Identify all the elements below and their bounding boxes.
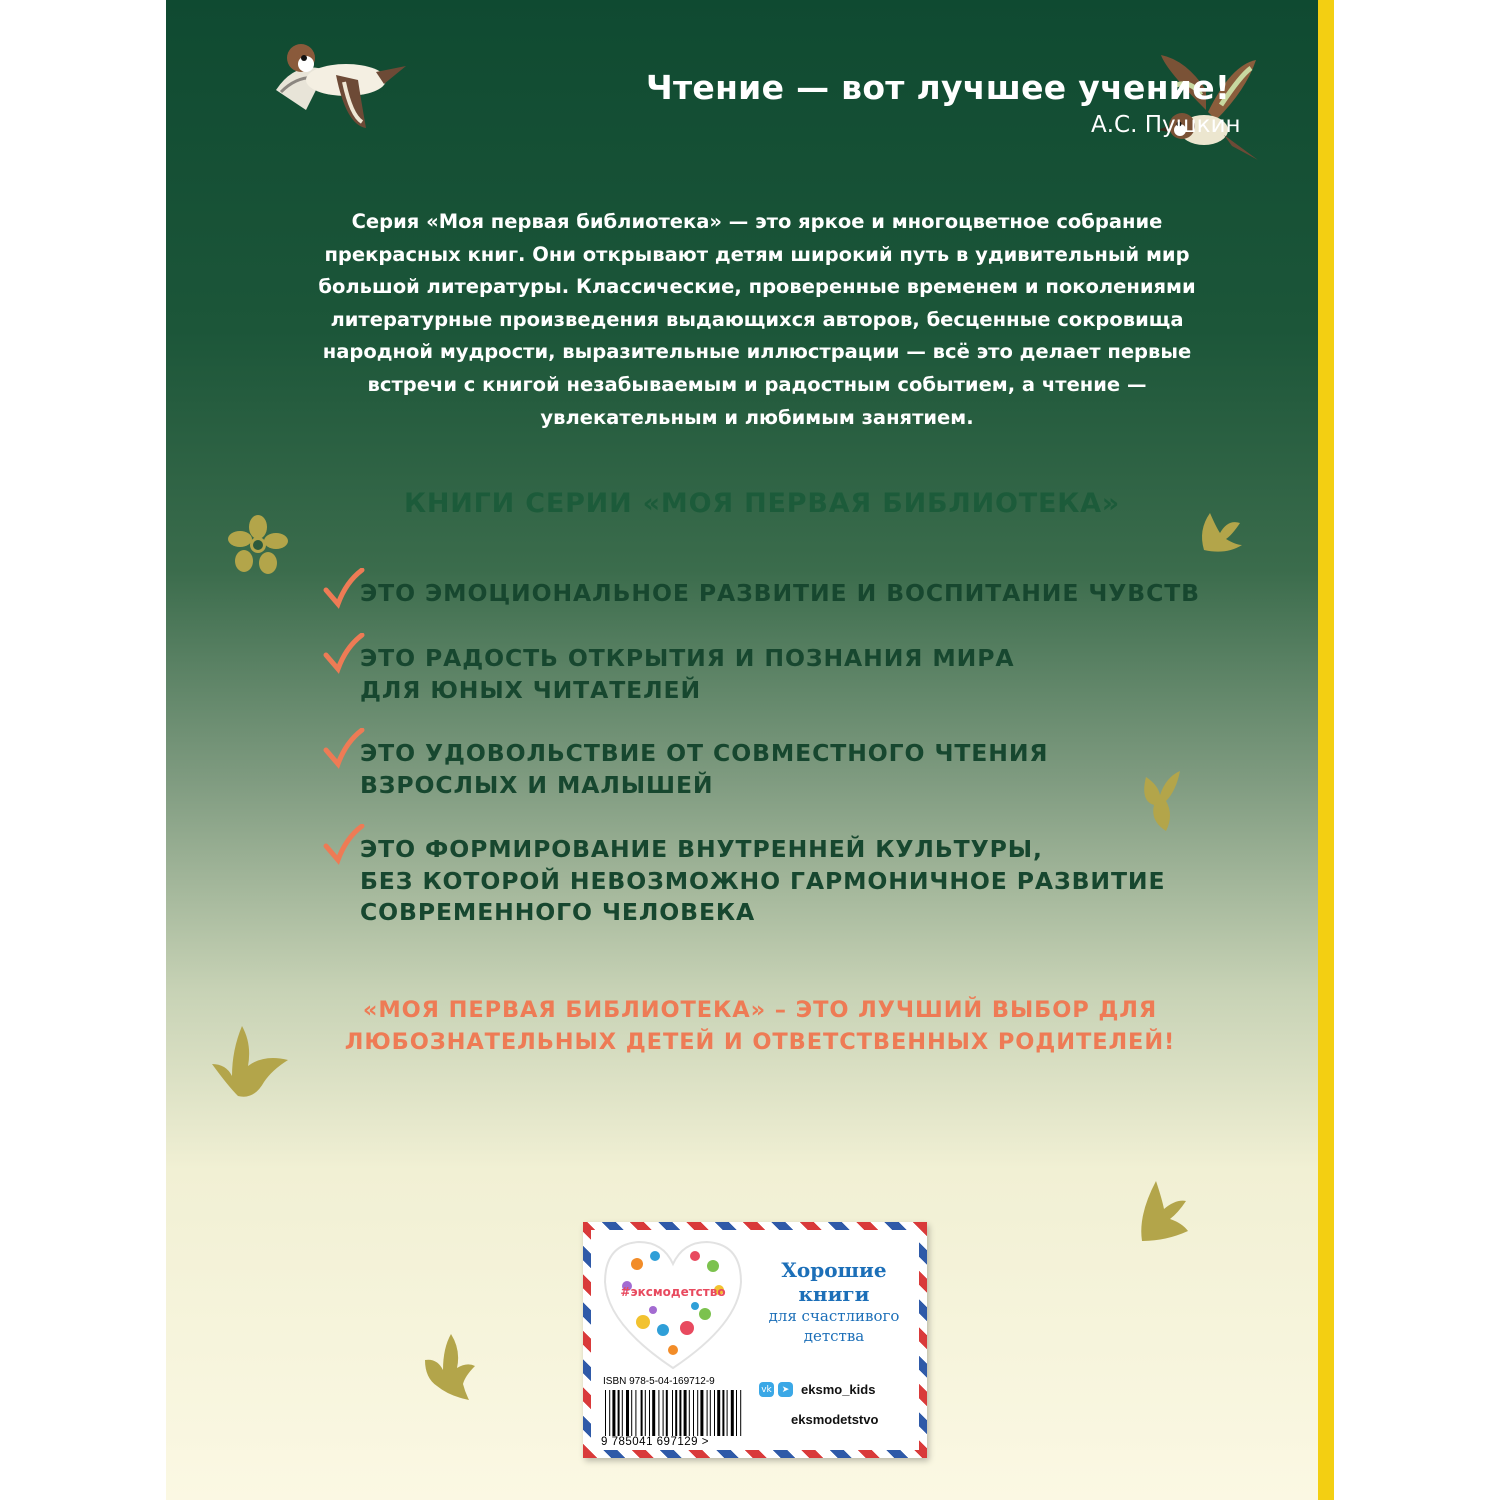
spine-edge	[1318, 0, 1334, 1500]
book-back-cover	[166, 0, 1318, 1500]
social-links	[759, 1382, 875, 1397]
epigraph-author: А.С. Пушкин	[1091, 112, 1241, 138]
leaf-decoration-icon	[1136, 765, 1186, 835]
sparrow-illustration-left	[266, 30, 416, 130]
benefit-text: ЭТО ФОРМИРОВАНИЕ ВНУТРЕННЕЙ КУЛЬТУРЫ, БЕЗ КОТОРОЙ НЕВОЗМОЖНО ГАРМОНИЧНОЕ РАЗВИТИЕ СОВРЕМЕННОГО ЧЕЛОВЕКА	[360, 835, 1166, 926]
telegram-icon: ➤	[778, 1382, 793, 1397]
isbn-barcode	[601, 1390, 749, 1436]
slogan-line: для счастливого	[768, 1307, 900, 1325]
leaf-decoration-icon	[1196, 505, 1246, 555]
slogan-line: Хорошие	[781, 1258, 887, 1282]
benefit-text: ЭТО УДОВОЛЬСТВИЕ ОТ СОВМЕСТНОГО ЧТЕНИЯ ВЗРОСЛЫХ И МАЛЫШЕЙ	[360, 739, 1049, 799]
heart-tag-text: #эксмодетство	[620, 1285, 726, 1299]
slogan	[753, 1258, 915, 1346]
publisher-sticker	[583, 1222, 927, 1458]
series-description: Серия «Моя первая библиотека» — это яркое и многоцветное собрание прекрасных книг. Они открывают детям широкий путь в удивительный мир большой литературы. Классические, проверенные временем и поколениями литературные произведения выдающихся авторов, бесценные сокровища народной мудрости, выразительные иллюстрации — всё это делает первые встречи с книгой незабываемым и радостным событием, а чтение — увлекательным и любимым занятием.	[318, 210, 1196, 429]
isbn-label: ISBN 978-5-04-169712-9	[603, 1376, 715, 1387]
epigraph-quote: Чтение — вот лучшее учение!	[646, 68, 1231, 107]
eksmodetstvo-heart-logo	[597, 1234, 749, 1374]
isbn-digits: 9 785041 697129 >	[601, 1436, 709, 1448]
social-handle: eksmo_kids	[801, 1382, 876, 1397]
closing-statement: «МОЯ ПЕРВАЯ БИБЛИОТЕКА» – ЭТО ЛУЧШИЙ ВЫБОР ДЛЯ ЛЮБОЗНАТЕЛЬНЫХ ДЕТЕЙ И ОТВЕТСТВЕННЫХ РОДИТЕЛЕЙ!	[344, 997, 1176, 1055]
series-heading: КНИГИ СЕРИИ «МОЯ ПЕРВАЯ БИБЛИОТЕКА»	[403, 488, 1121, 519]
leaf-decoration-icon	[421, 1330, 477, 1400]
slogan-line: книги	[798, 1282, 870, 1306]
leaf-decoration-icon	[1136, 1175, 1190, 1245]
vk-icon: vk	[759, 1382, 774, 1397]
benefit-text: ЭТО РАДОСТЬ ОТКРЫТИЯ И ПОЗНАНИЯ МИРА ДЛЯ ЮНЫХ ЧИТАТЕЛЕЙ	[360, 644, 1015, 704]
sticker-content	[591, 1230, 919, 1450]
benefit-text: ЭТО ЭМОЦИОНАЛЬНОЕ РАЗВИТИЕ И ВОСПИТАНИЕ ЧУВСТВ	[360, 579, 1200, 607]
bird-silhouette-icon	[208, 1020, 292, 1100]
social-handle-2: eksmodetstvo	[791, 1412, 879, 1427]
slogan-line: детства	[803, 1327, 865, 1345]
flower-decoration-icon	[228, 515, 288, 575]
